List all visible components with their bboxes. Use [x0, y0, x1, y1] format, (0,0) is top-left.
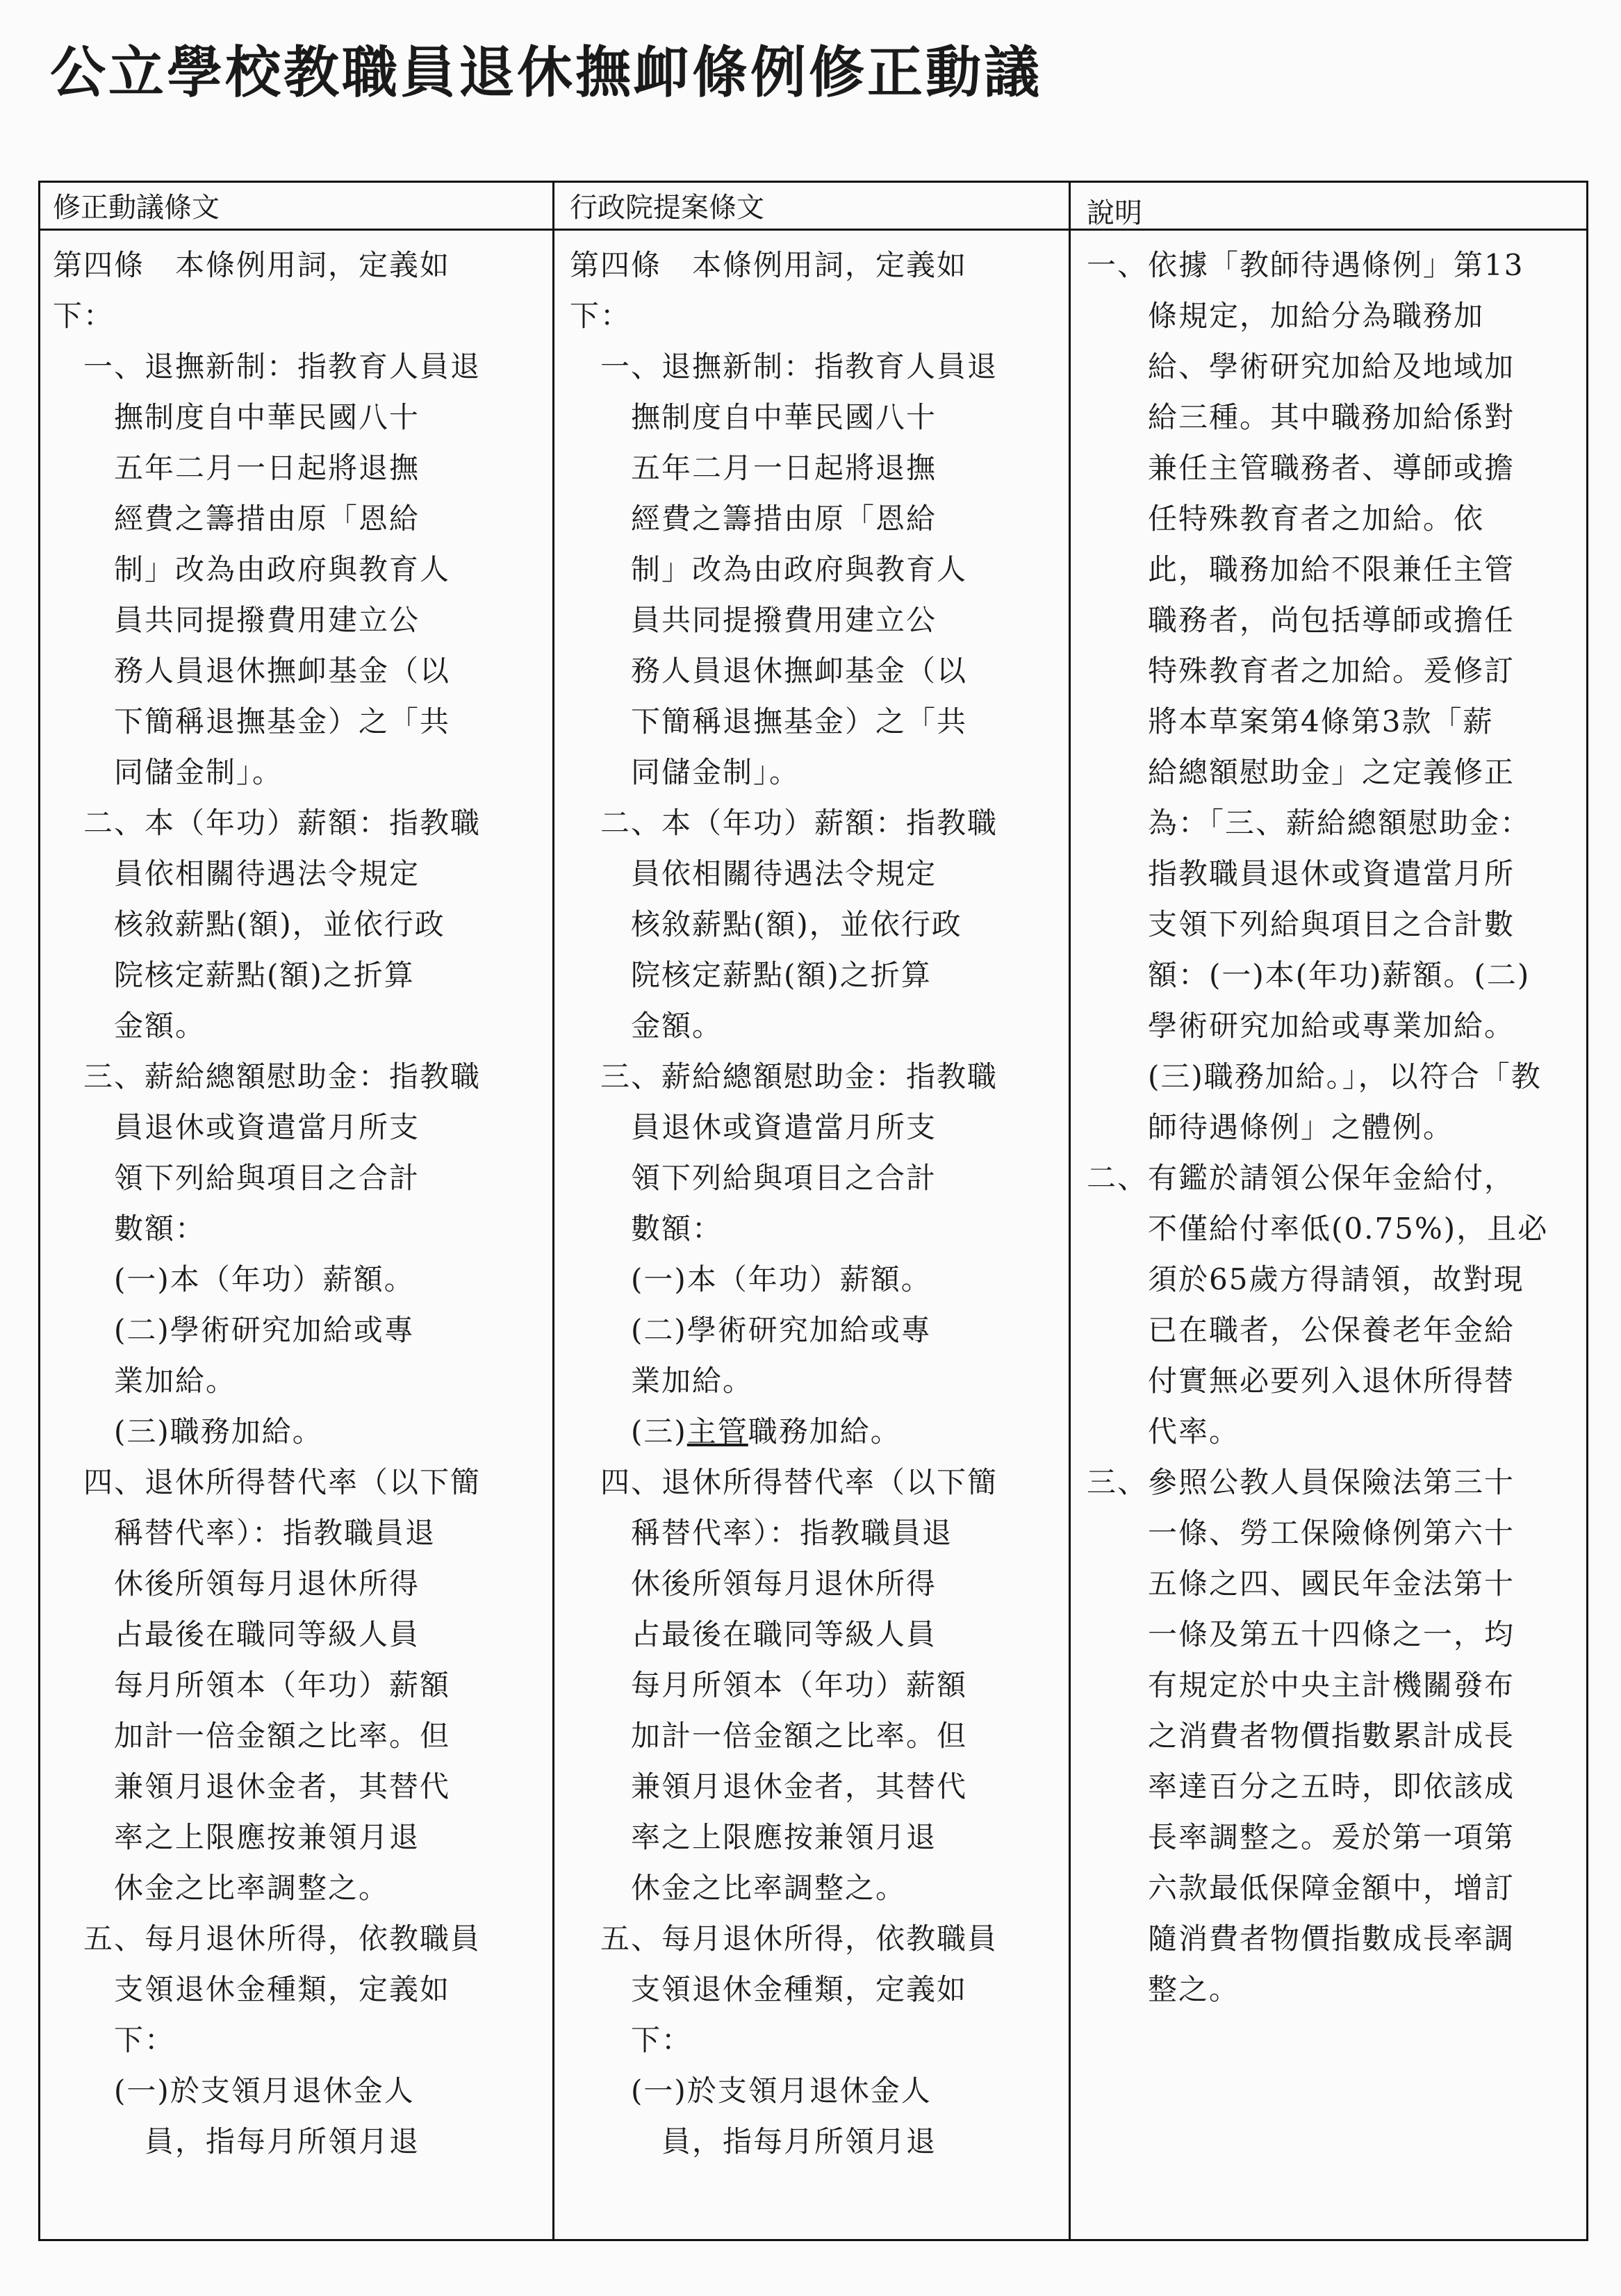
text-line: (一)於支領月退休金人	[570, 2074, 932, 2108]
text-line: 四、退休所得替代率（以下簡	[53, 1465, 482, 1499]
text-line: 員依相關待遇法令規定	[570, 857, 937, 891]
text-line: 數額：	[53, 1212, 206, 1246]
text-line: 務人員退休撫卹基金（以	[570, 654, 968, 688]
text-line: 一、退撫新制：指教育人員退	[53, 349, 482, 383]
header-explanation: 說明	[1087, 197, 1142, 229]
text-line: 稱替代率）：指教職員退	[570, 1516, 953, 1550]
text-line: (一)本（年功）薪額。	[570, 1262, 932, 1296]
text-line: 業加給。	[53, 1364, 237, 1398]
text-line: 四、退休所得替代率（以下簡	[570, 1465, 998, 1499]
text-line: 經費之籌措由原「恩給	[53, 502, 420, 536]
text-line: 三、薪給總額慰助金：指教職	[53, 1059, 482, 1093]
text-line: (二)學術研究加給或專	[53, 1313, 415, 1347]
text-line: 支領退休金種類，定義如	[570, 1972, 968, 2006]
text-line: 金額。	[53, 1009, 206, 1043]
text-line: 職務者，尚包括導師或擔任	[1087, 603, 1515, 637]
text-segment: 職務加給。	[748, 1414, 901, 1448]
text-line: 加計一倍金額之比率。但	[570, 1719, 968, 1753]
text-line: 二、本（年功）薪額：指教職	[570, 806, 998, 840]
text-line: 須於65歲方得請領，故對現	[1087, 1262, 1524, 1296]
text-line: 一、退撫新制：指教育人員退	[570, 349, 998, 383]
text-line: 院核定薪點(額)之折算	[570, 958, 932, 992]
text-line: 員依相關待遇法令規定	[53, 857, 420, 891]
text-line: 長率調整之。爰於第一項第	[1087, 1820, 1515, 1854]
text-line: 員退休或資遣當月所支	[53, 1110, 420, 1144]
text-line: 撫制度自中華民國八十	[570, 400, 937, 434]
text-line: 同儲金制」。	[53, 755, 283, 789]
text-line: 給總額慰助金」之定義修正	[1087, 755, 1515, 789]
text-line: 務人員退休撫卹基金（以	[53, 654, 451, 688]
text-line: 金額。	[570, 1009, 723, 1043]
text-line: 休金之比率調整之。	[53, 1871, 390, 1905]
text-line: 為：「三、薪給總額慰助金：	[1087, 806, 1531, 840]
text-line: 制」改為由政府與教育人	[53, 552, 451, 586]
text-line: 經費之籌措由原「恩給	[570, 502, 937, 536]
text-line: 五年二月一日起將退撫	[53, 451, 420, 485]
text-line: 員共同提撥費用建立公	[53, 603, 420, 637]
text-line: 三、參照公教人員保險法第三十	[1087, 1465, 1515, 1499]
text-line: 領下列給與項目之合計	[570, 1161, 937, 1195]
text-line: 同儲金制」。	[570, 755, 800, 789]
text-line: 下：	[570, 2023, 693, 2057]
text-line: 核敘薪點(額)，並依行政	[53, 907, 445, 941]
text-line: 員退休或資遣當月所支	[570, 1110, 937, 1144]
text-line: 制」改為由政府與教育人	[570, 552, 968, 586]
executive-article-column	[570, 240, 1062, 2167]
text-line: 支領退休金種類，定義如	[53, 1972, 451, 2006]
text-line: 五年二月一日起將退撫	[570, 451, 937, 485]
text-line: 第四條 本條例用詞，定義如	[570, 248, 968, 282]
text-line: 不僅給付率低(0.75%)，且必	[1087, 1212, 1549, 1246]
text-line: 稱替代率）：指教職員退	[53, 1516, 436, 1550]
text-line	[570, 1406, 1062, 1457]
text-line: (三)職務加給。	[53, 1414, 323, 1448]
text-line: 下：	[53, 2023, 176, 2057]
text-line: 兼領月退休金者，其替代	[53, 1769, 451, 1803]
text-line: 一、依據「教師待遇條例」第13	[1087, 248, 1524, 282]
text-line: 休金之比率調整之。	[570, 1871, 907, 1905]
text-line: 兼領月退休金者，其替代	[570, 1769, 968, 1803]
text-line: 隨消費者物價指數成長率調	[1087, 1922, 1515, 1956]
text-line: 二、有鑑於請領公保年金給付，	[1087, 1161, 1515, 1195]
text-line: 業加給。	[570, 1364, 754, 1398]
text-line: 學術研究加給或專業加給。	[1087, 1009, 1515, 1043]
text-line: (一)於支領月退休金人	[53, 2074, 415, 2108]
text-line: 此，職務加給不限兼任主管	[1087, 552, 1515, 586]
underlined-insertion: 主管	[686, 1414, 748, 1448]
text-line: 休後所領每月退休所得	[570, 1567, 937, 1601]
text-line: 下簡稱退撫基金）之「共	[53, 704, 451, 738]
text-line: 院核定薪點(額)之折算	[53, 958, 415, 992]
header-divider	[40, 229, 1586, 231]
text-line: 一條及第五十四條之一，均	[1087, 1617, 1515, 1651]
text-line: 特殊教育者之加給。爰修訂	[1087, 654, 1515, 688]
amendment-article-column	[53, 240, 545, 2167]
text-line: 第四條 本條例用詞，定義如	[53, 248, 451, 282]
text-line: 有規定於中央主計機關發布	[1087, 1668, 1515, 1702]
text-line: 領下列給與項目之合計	[53, 1161, 420, 1195]
text-line: 指教職員退休或資遣當月所	[1087, 857, 1515, 891]
text-line: 之消費者物價指數累計成長	[1087, 1719, 1515, 1753]
text-line: 一條、勞工保險條例第六十	[1087, 1516, 1515, 1550]
document-title: 公立學校教職員退休撫卹條例修正動議	[50, 40, 1042, 105]
explanation-column	[1087, 240, 1573, 2015]
text-line: 下：	[570, 299, 632, 333]
text-line: 師待遇條例」之體例。	[1087, 1110, 1454, 1144]
text-line: 條規定，加給分為職務加	[1087, 299, 1485, 333]
text-line: 六款最低保障金額中，增訂	[1087, 1871, 1515, 1905]
text-line: 五、每月退休所得，依教職員	[53, 1922, 482, 1956]
text-line: 額：(一)本(年功)薪額。(二)	[1087, 958, 1531, 992]
text-line: 任特殊教育者之加給。依	[1087, 502, 1485, 536]
text-line: 每月所領本（年功）薪額	[570, 1668, 968, 1702]
column-divider	[552, 183, 554, 2239]
text-line: 五、每月退休所得，依教職員	[570, 1922, 998, 1956]
text-line: 率達百分之五時，即依該成	[1087, 1769, 1515, 1803]
text-line: 占最後在職同等級人員	[53, 1617, 420, 1651]
text-line: (三)職務加給。」，以符合「教	[1087, 1059, 1542, 1093]
text-line: 加計一倍金額之比率。但	[53, 1719, 451, 1753]
text-segment: (三)	[570, 1414, 687, 1448]
text-line: 付實無必要列入退休所得替	[1087, 1364, 1515, 1398]
text-line: 代率。	[1087, 1414, 1240, 1448]
text-line: 員共同提撥費用建立公	[570, 603, 937, 637]
text-line: 五條之四、國民年金法第十	[1087, 1567, 1515, 1601]
comparison-table	[38, 181, 1588, 2241]
header-executive-text: 行政院提案條文	[570, 192, 764, 224]
text-line: 率之上限應按兼領月退	[53, 1820, 420, 1854]
text-line: 下簡稱退撫基金）之「共	[570, 704, 968, 738]
text-line: 支領下列給與項目之合計數	[1087, 907, 1515, 941]
text-line: (一)本（年功）薪額。	[53, 1262, 415, 1296]
header-amendment-text: 修正動議條文	[53, 192, 220, 224]
text-line: 兼任主管職務者、導師或擔	[1087, 451, 1515, 485]
text-line: 休後所領每月退休所得	[53, 1567, 420, 1601]
text-line: (二)學術研究加給或專	[570, 1313, 932, 1347]
text-line: 整之。	[1087, 1972, 1240, 2006]
text-line: 數額：	[570, 1212, 723, 1246]
text-line: 率之上限應按兼領月退	[570, 1820, 937, 1854]
text-line: 給、學術研究加給及地域加	[1087, 349, 1515, 383]
text-line: 將本草案第4條第3款「薪	[1087, 704, 1494, 738]
text-line: 每月所領本（年功）薪額	[53, 1668, 451, 1702]
text-line: 核敘薪點(額)，並依行政	[570, 907, 962, 941]
text-line: 占最後在職同等級人員	[570, 1617, 937, 1651]
text-line: 給三種。其中職務加給係對	[1087, 400, 1515, 434]
text-line: 三、薪給總額慰助金：指教職	[570, 1059, 998, 1093]
column-divider	[1069, 183, 1071, 2239]
text-line: 二、本（年功）薪額：指教職	[53, 806, 482, 840]
text-line: 撫制度自中華民國八十	[53, 400, 420, 434]
text-line: 員，指每月所領月退	[53, 2124, 420, 2158]
text-line: 已在職者，公保養老年金給	[1087, 1313, 1515, 1347]
text-line: 下：	[53, 299, 115, 333]
text-line: 員，指每月所領月退	[570, 2124, 937, 2158]
